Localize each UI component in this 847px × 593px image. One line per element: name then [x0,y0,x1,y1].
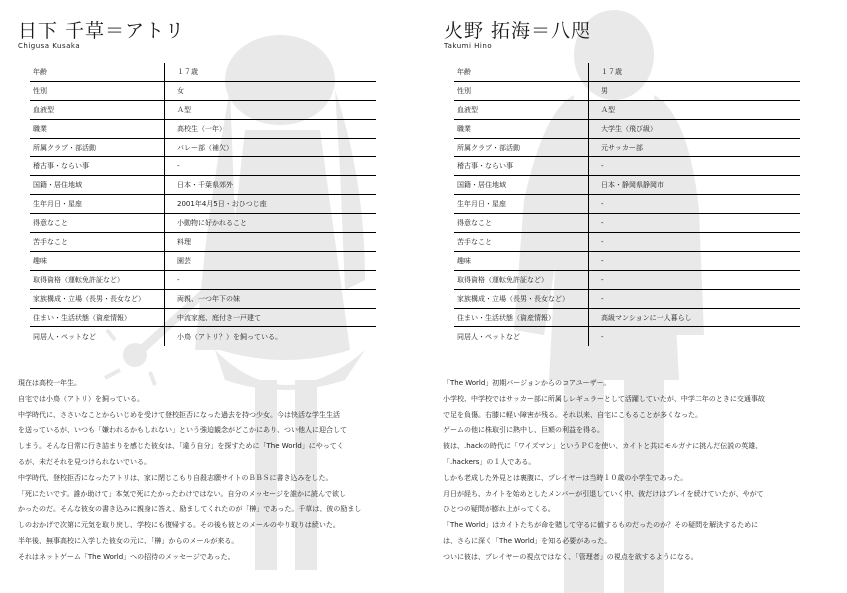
profile-key: 同居人・ペットなど [457,332,520,341]
profile-value: 大学生（飛び級） [601,124,657,133]
profile-key: 職業 [457,124,471,133]
profile-row [30,252,376,271]
profile-row [30,290,376,309]
profile-value: 小鳥（アトリ？）を飼っている。 [177,332,282,341]
profile-value: - [177,162,180,171]
left-page [0,0,423,593]
bio-line: 中学時代、登校拒否になったアトリは、家に閉じこもり自殺志願サイトのＢＢＳに書き込みをした。 [18,473,333,482]
profile-row [454,233,800,252]
profile-row [454,271,800,290]
bio-line: 中学時代に、ささいなことからいじめを受けて登校拒否になった過去を持つ少女。今は快活な学生生活 [18,410,340,419]
character-biography [443,376,783,566]
profile-value: 両親、一つ年下の妹 [177,294,240,303]
profile-value: １７歳 [177,67,198,76]
profile-key: 血液型 [457,105,478,114]
profile-row [454,327,800,346]
bio-line: は、さらに深く「The World」を知る必要があった。 [443,536,612,545]
profile-row [454,309,800,328]
profile-key: 性別 [457,86,471,95]
profile-row [30,233,376,252]
profile-row [454,120,800,139]
profile-key: 職業 [33,124,47,133]
bio-line: 「死にたいです。誰か助けて」本気で死にたかったわけではない。自分のメッセージを誰かに読んで欲し [18,489,347,498]
profile-row [454,195,800,214]
profile-row [30,120,376,139]
profile-value: 女 [177,86,184,95]
profile-row [30,271,376,290]
profile-value: Ａ型 [601,105,615,114]
bio-line: ゲームの他に株取引に熱中し、巨額の利益を得る。 [443,426,604,435]
profile-row [454,252,800,271]
bio-line: しかも老成した外見とは裏腹に、プレイヤーは当時１０歳の小学生であった。 [443,473,688,482]
profile-row [454,82,800,101]
bio-line: 彼は、.hackの時代に「ワイズマン」というＰＣを使い、カイトと共にモルガナに挑んだ伝説の英雄、 [443,442,763,451]
profile-key: 趣味 [457,256,471,265]
right-page [424,0,847,593]
profile-key: 稽古事・ならい事 [33,162,89,171]
bio-line: 「The World」はカイトたちが命を賭して守るに値するものだったのか？その疑問を解決するために [443,521,759,530]
profile-key: 取得資格（運転免許証など） [33,275,124,284]
profile-row [30,101,376,120]
bio-line: るが、未だそれを見つけられないでいる。 [18,457,151,466]
bio-line: ひとつの疑問が膨れ上がってくる。 [443,505,555,514]
profile-key: 住まい・生活状態（資産情報） [457,313,555,322]
profile-row [30,309,376,328]
character-name: 火野 拓海＝八咫 [444,20,592,42]
profile-key: 稽古事・ならい事 [457,162,513,171]
profile-value: 2001年4月5日・おひつじ座 [177,200,267,209]
profile-key: 国籍・居住地域 [33,181,82,190]
profile-table [454,63,800,346]
profile-key: 家族構成・立場（長男・長女など） [457,294,569,303]
profile-value: 高校生（一年） [177,124,226,133]
bio-line: 現在は高校一年生。 [18,379,81,387]
profile-value: 中流家庭、庭付き一戸建て [177,313,261,322]
profile-row [30,176,376,195]
profile-value: 日本・千葉県郊外 [177,181,233,190]
profile-value: 小動物に好かれること [177,219,247,228]
bio-line: 「The World」初期バージョンからのコアユーザー。 [443,379,611,387]
profile-value: - [601,200,604,209]
profile-value: 日本・静岡県静岡市 [601,181,664,190]
profile-row [454,176,800,195]
profile-key: 趣味 [33,256,47,265]
profile-key: 所属クラブ・部活動 [457,143,520,152]
bio-line: かったのだ。そんな彼女の書き込みに親身に答え、励ましてくれたのが「榊」であった。千草は、彼の励まし [18,505,362,514]
profile-value: １７歳 [601,67,622,76]
profile-key: 年齢 [457,67,471,76]
profile-value: - [601,237,604,246]
bio-line: ついに彼は、プレイヤーの視点ではなく、「管理者」の視点を欲するようになる。 [443,552,698,561]
profile-key: 生年月日・星座 [457,200,506,209]
bio-line: を送っているが、いつも「嫌われるかもしれない」という強迫観念がどこかにあり、つい他人に迎合して [18,426,347,435]
bio-line: 「.hackers」の１人である。 [443,457,536,466]
character-name-romanized: Takumi Hino [444,42,493,50]
profile-key: 住まい・生活状態（資産情報） [33,313,131,322]
profile-value: 元サッカー部 [601,143,643,152]
profile-row [454,139,800,158]
profile-key: 所属クラブ・部活動 [33,143,96,152]
profile-value: - [601,162,604,171]
character-name-romanized: Chigusa Kusaka [18,42,81,50]
bio-line: しまう。そんな日常に行き詰まりを感じた彼女は、「違う自分」を探すために「The World」にやってく [18,442,344,451]
profile-value: - [601,275,604,284]
profile-value: - [601,219,604,228]
profile-row [454,157,800,176]
bio-line: 半年後、無事高校に入学した彼女の元に、「榊」からのメールが来る。 [18,536,239,545]
profile-row [30,157,376,176]
profile-value: 料理 [177,237,191,246]
character-name: 日下 千草＝アトリ [18,20,186,42]
bio-line: 月日が経ち、カイトを始めとしたメンバーが引退していく中、彼だけはプレイを続けていたが、やがて [443,489,764,498]
profile-value: 高級マンションに一人暮らし [601,313,692,322]
bio-line: 自宅では小鳥（アトリ）を飼っている。 [18,394,144,403]
profile-key: 苦手なこと [33,237,68,246]
profile-key: 得意なこと [457,219,492,228]
profile-row [30,195,376,214]
profile-value: 男 [601,86,608,95]
profile-row [30,63,376,82]
profile-value: - [177,275,180,284]
profile-row [454,214,800,233]
bio-line: しのおかげで次第に元気を取り戻し、学校にも復帰する。その後も彼とのメールのやり取りは続いた。 [18,521,340,530]
profile-key: 取得資格（運転免許証など） [457,275,548,284]
profile-key: 得意なこと [33,219,68,228]
profile-key: 同居人・ペットなど [33,332,96,341]
profile-key: 年齢 [33,67,47,76]
profile-row [454,290,800,309]
profile-value: - [601,294,604,303]
character-biography [18,376,362,566]
profile-value: バレー部（補欠） [177,143,233,152]
profile-key: 国籍・居住地域 [457,181,506,190]
profile-row [454,101,800,120]
profile-row [30,327,376,346]
profile-key: 血液型 [33,105,54,114]
profile-row [30,82,376,101]
profile-key: 家族構成・立場（長男・長女など） [33,294,145,303]
profile-value: Ａ型 [177,105,191,114]
bio-line: それはネットゲーム「The World」への招待のメッセージであった。 [18,552,235,561]
bio-line: で足を負傷。右膝に軽い障害が残る。それ以来、自宅にこもることが多くなった。 [443,410,702,419]
profile-value: 園芸 [177,256,191,265]
profile-table [30,63,376,346]
bio-line: 小学校、中学校ではサッカー部に所属しレギュラーとして活躍していたが、中学二年のときに交通事故 [443,394,765,403]
profile-value: - [601,256,604,265]
profile-key: 生年月日・星座 [33,200,82,209]
profile-row [454,63,800,82]
profile-key: 性別 [33,86,47,95]
profile-key: 苦手なこと [457,237,492,246]
profile-value: - [601,332,604,341]
profile-row [30,139,376,158]
profile-row [30,214,376,233]
